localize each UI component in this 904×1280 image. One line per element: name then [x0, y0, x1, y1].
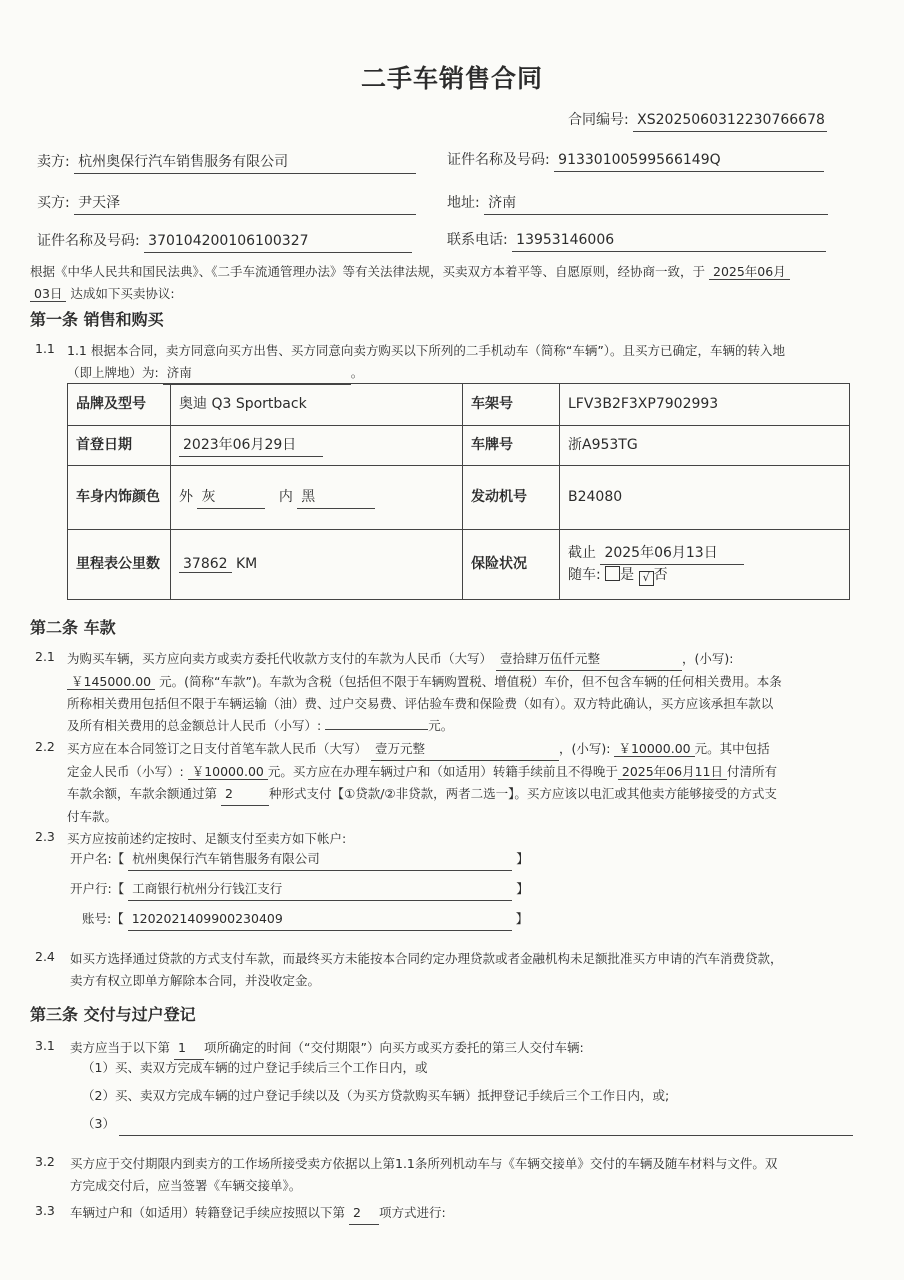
clause-3-2-text	[70, 1153, 870, 1197]
follow-car-line	[568, 565, 841, 586]
clause-2-2-line2: 定金人民币（小写）:	[67, 764, 184, 779]
buyer-phone-label: 联系电话:	[447, 232, 508, 248]
clause-2-2-line1: 买方应在本合同签订之日支付首笔车款人民币（大写）	[67, 741, 368, 756]
delivery-option-1: （1）买、卖双方完成车辆的过户登记手续后三个工作日内，或	[82, 1060, 428, 1075]
clause-1-1-line1: 1.1 根据本合同，卖方同意向买方出售、买方同意向卖方购买以下所列的二手机动车（简称“车辆”）。且买方已确定，车辆的转入地	[67, 343, 786, 358]
clause-3-1-line1: 卖方应当于以下第	[70, 1040, 171, 1055]
clause-2-3-text: 买方应按前述约定按时、足额支付至卖方如下帐户:	[67, 831, 347, 846]
clause-2-1-text	[67, 648, 867, 737]
account-number-value: 1202021409900230409	[128, 908, 512, 931]
plate-value: 浙A953TG	[560, 426, 850, 466]
contract-number-value: XS2025060312230766678	[633, 110, 827, 132]
buyer-phone-value: 13953146006	[512, 230, 826, 252]
clause-2-4-number: 2.4	[35, 949, 55, 964]
account-number-label: 账号:【	[82, 911, 124, 926]
total-amount-blank	[325, 729, 428, 730]
section-1-title: 第一条 销售和购买	[30, 310, 164, 329]
insurance-prefix: 截止	[568, 545, 596, 561]
buyer-label: 买方:	[37, 195, 70, 211]
buyer-address-label: 地址:	[447, 195, 480, 211]
reg-date-cell	[171, 426, 463, 466]
brand-label: 品牌及型号	[68, 384, 171, 426]
bank-bracket: 】	[516, 881, 529, 896]
delivery-option-3	[82, 1113, 853, 1136]
insurance-label: 保险状况	[463, 530, 560, 600]
clause-2-1-line3: 所称相关费用包括但不限于车辆运输（油）费、过户交易费、评估验车费和保险费（如有）。双方特此确认，买方应该承担车款以	[67, 696, 774, 711]
bank-label: 开户行:【	[70, 881, 125, 896]
clause-2-2-line3-end: 种形式支付【①贷款/②非贷款，两者二选一】。买方应该以电汇或其他卖方能够接受的方式支	[269, 786, 777, 801]
vehicle-row-color	[68, 466, 850, 530]
clause-1-1-end: 。	[350, 365, 364, 380]
transfer-option-value: 2	[349, 1202, 379, 1225]
intro-date-month: 2025年06月	[709, 264, 790, 280]
buyer-address-row	[447, 193, 828, 215]
delivery-option-3-label: （3）	[82, 1116, 115, 1131]
no-label: 否	[653, 567, 668, 583]
reg-date-value: 2023年06月29日	[179, 435, 323, 457]
brand-value: 奥迪 Q3 Sportback	[171, 384, 463, 426]
seller-value: 杭州奥保行汽车销售服务有限公司	[74, 152, 416, 174]
clause-3-3-text	[70, 1202, 870, 1225]
clause-2-4-text	[70, 948, 870, 992]
vehicle-row-brand	[68, 384, 850, 426]
bank-row	[70, 878, 529, 901]
seller-id-value: 91330100599566149Q	[554, 150, 824, 172]
buyer-phone-row	[447, 230, 826, 252]
clause-2-2-text	[67, 738, 867, 828]
exterior-color-value: 灰	[197, 487, 265, 509]
mileage-unit: KM	[236, 556, 258, 572]
vehicle-table	[67, 383, 850, 600]
bank-value: 工商银行杭州分行钱江支行	[128, 878, 512, 901]
clause-2-2-line1-end: 元。其中包括	[694, 741, 770, 756]
buyer-id-row	[37, 231, 412, 253]
contract-number-row	[568, 110, 827, 132]
clause-2-2-line3: 车款余额，车款余额通过第	[67, 786, 218, 801]
seller-label: 卖方:	[37, 154, 70, 170]
plate-label: 车牌号	[463, 426, 560, 466]
account-number-bracket: 】	[515, 911, 529, 926]
account-name-label: 开户名:【	[70, 851, 125, 866]
clause-3-1-line1-end: 项所确定的时间（“交付期限”）向买方或买方委托的第三人交付车辆:	[204, 1040, 584, 1055]
follow-car-label: 随车:	[568, 567, 601, 583]
page-title: 二手车销售合同	[360, 64, 543, 93]
account-name-value: 杭州奥保行汽车销售服务有限公司	[128, 848, 512, 871]
clause-2-4-line2: 卖方有权立即单方解除本合同，并没收定金。	[70, 973, 321, 988]
contract-number-label: 合同编号:	[568, 112, 629, 128]
clause-3-3-line1: 车辆过户和（如适用）转籍登记手续应按照以下第	[70, 1205, 346, 1220]
vehicle-row-registration	[68, 426, 850, 466]
intro-prefix: 根据《中华人民共和国民法典》、《二手车流通管理办法》等有关法律法规，买卖双方本着平等、自愿原则，经协商一致，于	[30, 264, 706, 279]
clause-2-1-line4-end: 元。	[428, 718, 454, 733]
intro-date-day: 03日	[30, 286, 66, 302]
clause-3-3-line1-end: 项方式进行:	[379, 1205, 446, 1220]
engine-label: 发动机号	[463, 466, 560, 530]
vin-value: LFV3B2F3XP7902993	[560, 384, 850, 426]
clause-1-1-text	[67, 340, 867, 385]
buyer-address-value: 济南	[484, 193, 828, 215]
clause-1-1-line2: （即上牌地）为:	[67, 365, 159, 380]
clause-3-2-line2: 方完成交付后，应当签署《车辆交接单》。	[70, 1178, 302, 1193]
insurance-date-value: 2025年06月13日	[600, 543, 744, 565]
yes-label: 是	[620, 567, 635, 583]
exterior-label: 外	[179, 488, 193, 505]
yes-checkbox[interactable]	[605, 566, 620, 581]
insurance-cell	[560, 530, 850, 600]
clause-2-2-line2-mid: 元。买方应在办理车辆过户和（如适用）转籍手续前且不得晚于	[267, 764, 618, 779]
buyer-id-label: 证件名称及号码:	[37, 233, 140, 249]
clause-2-2-number: 2.2	[35, 739, 55, 754]
delivery-option-2: （2）买、卖双方完成车辆的过户登记手续以及（为买方贷款购买车辆）抵押登记手续后三个工作日内，或;	[82, 1088, 670, 1103]
first-payment-numeric: ￥10000.00	[614, 741, 694, 757]
buyer-id-value: 370104200106100327	[144, 231, 412, 253]
transfer-location-value: 济南	[163, 362, 351, 385]
balance-deadline-date: 2025年06月11日	[618, 764, 727, 780]
section-3-title: 第三条 交付与过户登记	[30, 1005, 196, 1024]
insurance-date-line	[568, 543, 841, 565]
clause-3-2-line1: 买方应于交付期限内到卖方的工作场所接受卖方依据以上第1.1条所列机动车与《车辆交接单》交付的车辆及随车材料与文件。双	[70, 1156, 778, 1171]
mileage-value: 37862	[179, 556, 232, 573]
price-uppercase-value: 壹拾肆万伍仟元整	[496, 648, 682, 671]
clause-2-1-line1: 为购买车辆，买方应向卖方或卖方委托代收款方支付的车款为人民币（大写）	[67, 651, 493, 666]
vin-label: 车架号	[463, 384, 560, 426]
reg-date-label: 首登日期	[68, 426, 171, 466]
clause-2-2-line2-end: 付清所有	[727, 764, 778, 779]
seller-id-label: 证件名称及号码:	[447, 152, 550, 168]
color-cell	[171, 466, 463, 530]
seller-id-row	[447, 150, 824, 172]
buyer-row	[37, 193, 416, 215]
clause-3-1-number: 3.1	[35, 1038, 55, 1053]
delivery-option-value: 1	[174, 1037, 204, 1060]
section-2-title: 第二条 车款	[30, 618, 116, 637]
mileage-cell	[171, 530, 463, 600]
clause-1-1-number: 1.1	[35, 341, 55, 356]
first-payment-uppercase: 壹万元整	[371, 738, 559, 761]
intro-paragraph	[30, 261, 860, 305]
account-name-bracket: 】	[516, 851, 529, 866]
intro-suffix: 达成如下买卖协议:	[70, 286, 175, 301]
clause-2-1-line2: 元。(简称“车款”)。车款为含税（包括但不限于车辆购置税、增值税）车价，但不包含车辆的任何相关费用。本条	[159, 674, 782, 689]
clause-3-2-number: 3.2	[35, 1154, 55, 1169]
clause-2-1-number: 2.1	[35, 649, 55, 664]
no-checkbox[interactable]: √	[639, 571, 654, 586]
clause-2-1-line4: 及所有相关费用的总金额总计人民币（小写）:	[67, 718, 322, 733]
buyer-value: 尹天泽	[74, 193, 416, 215]
account-number-row	[82, 908, 528, 931]
engine-value: B24080	[560, 466, 850, 530]
mileage-label: 里程表公里数	[68, 530, 171, 600]
clause-2-2-line1-mid: ，(小写):	[559, 741, 611, 756]
payment-method-value: 2	[221, 783, 269, 806]
color-label: 车身内饰颜色	[68, 466, 171, 530]
vehicle-row-mileage	[68, 530, 850, 600]
clause-2-2-line4: 付车款。	[67, 809, 118, 824]
interior-color-value: 黑	[297, 487, 375, 509]
seller-row	[37, 152, 416, 174]
clause-2-4-line1: 如买方选择通过贷款的方式支付车款，而最终买方未能按本合同约定办理贷款或者金融机构未足额批准买方申请的汽车消费贷款，	[70, 951, 783, 966]
interior-label: 内	[278, 488, 293, 505]
clause-2-3-number: 2.3	[35, 829, 55, 844]
clause-2-1-line1-end: ，(小写):	[682, 651, 734, 666]
account-name-row	[70, 848, 529, 871]
price-numeric-value: ￥145000.00	[67, 674, 155, 690]
delivery-option-3-blank	[119, 1113, 853, 1136]
deposit-numeric: ￥10000.00	[188, 764, 268, 780]
clause-3-3-number: 3.3	[35, 1203, 55, 1218]
